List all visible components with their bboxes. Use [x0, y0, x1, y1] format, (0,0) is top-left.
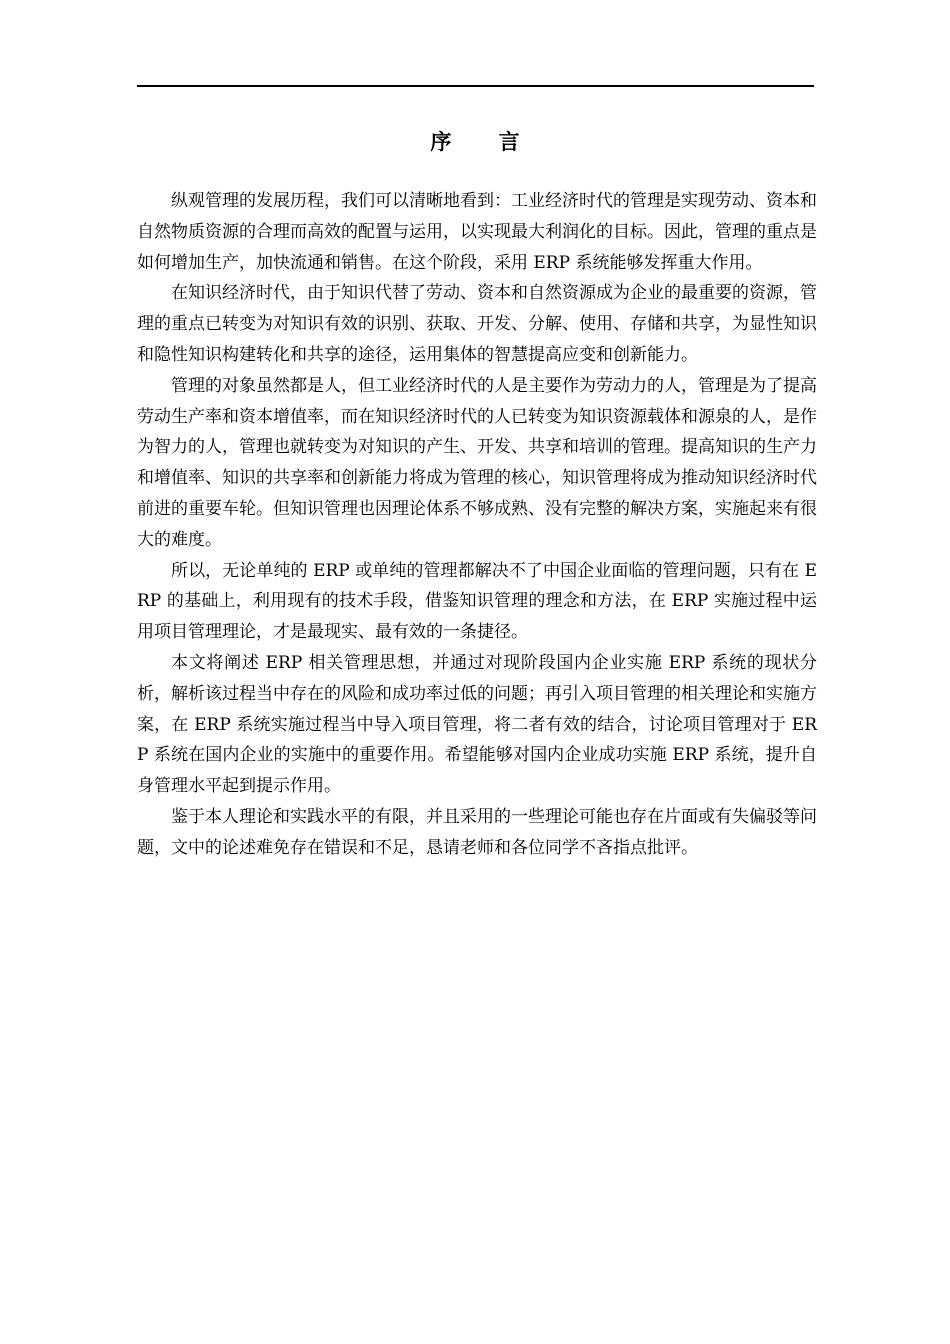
paragraph: 鉴于本人理论和实践水平的有限，并且采用的一些理论可能也存在片面或有失偏驳等问题，文中的论述难免存在错误和不足，恳请老师和各位同学不吝指点批评。 — [137, 806, 817, 858]
paragraph: 所以，无论单纯的 ERP 或单纯的管理都解决不了中国企业面临的管理问题，只有在 ERP 的基础上，利用现有的技术手段，借鉴知识管理的理念和方法，在 ERP 实施过程中运用项目管理理论，才是最现实、最有效的一条捷径。 — [137, 560, 817, 643]
header-rule — [137, 85, 814, 87]
paragraph: 纵观管理的发展历程，我们可以清晰地看到：工业经济时代的管理是实现劳动、资本和自然物质资源的合理而高效的配置与运用，以实现最大利润化的目标。因此，管理的重点是如何增加生产，加快流通和销售。在这个阶段，采用 ERP 系统能够发挥重大作用。 — [137, 191, 817, 273]
page-title: 序 言 — [430, 130, 540, 154]
paragraph: 本文将阐述 ERP 相关管理思想，并通过对现阶段国内企业实施 ERP 系统的现状分析，解析该过程当中存在的风险和成功率过低的问题；再引入项目管理的相关理论和实施方案，在 ERP 系统实施过程当中导入项目管理，将二者有效的结合，讨论项目管理对于 ERP 系统在国内企业的实施中的重要作用。希望能够对国内企业成功实施 ERP 系统，提升自身管理水平起到提示作用。 — [137, 652, 817, 797]
body-text — [137, 186, 817, 864]
paragraph: 在知识经济时代，由于知识代替了劳动、资本和自然资源成为企业的最重要的资源，管理的重点已转变为对知识有效的识别、获取、开发、分解、使用、存储和共享，为显性知识和隐性知识构建转化和共享的途径，运用集体的智慧提高应变和创新能力。 — [137, 283, 817, 365]
paragraph: 管理的对象虽然都是人，但工业经济时代的人是主要作为劳动力的人，管理是为了提高劳动生产率和资本增值率，而在知识经济时代的人已转变为知识资源载体和源泉的人，是作为智力的人，管理也就转变为对知识的产生、开发、共享和培训的管理。提高知识的生产力和增值率、知识的共享率和创新能力将成为管理的核心，知识管理将成为推动知识经济时代前进的重要车轮。但知识管理也因理论体系不够成熟、没有完整的解决方案，实施起来有很大的难度。 — [137, 375, 817, 550]
